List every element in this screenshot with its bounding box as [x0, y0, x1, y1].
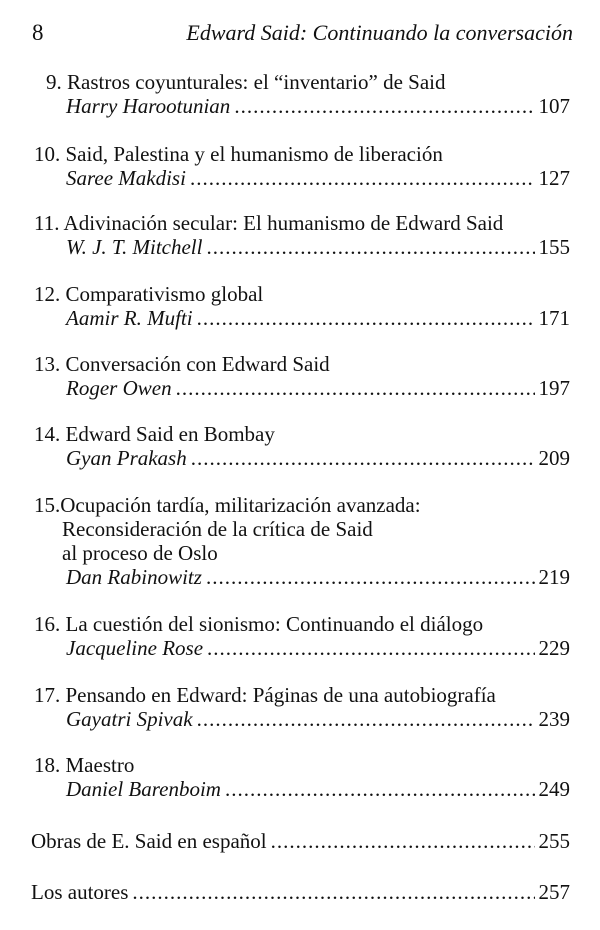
toc-entry	[0, 753, 600, 801]
toc-entry-author: Aamir R. Mufti	[66, 306, 193, 330]
page-number: 8	[32, 20, 44, 45]
toc-entry-title: 18. Maestro	[34, 753, 135, 777]
dot-leader	[206, 565, 535, 589]
running-title: Edward Said: Continuando la conversación	[186, 20, 573, 45]
toc-entry-title: 9. Rastros coyunturales: el “inventario” de Said	[46, 70, 446, 94]
dot-leader	[207, 636, 534, 660]
toc-entry-author-line	[0, 94, 570, 118]
toc-entry	[0, 142, 600, 190]
dot-leader	[271, 829, 535, 853]
toc-end-entry-label: Los autores	[31, 880, 129, 904]
toc-end-entry-label: Obras de E. Said en español	[31, 829, 267, 853]
toc-end-entry-line	[0, 829, 570, 853]
toc-entry-title-continued: Reconsideración de la crítica de Said	[62, 517, 373, 541]
toc-entry-page: 219	[538, 565, 570, 589]
dot-leader	[132, 880, 534, 904]
toc-entry-page: 249	[538, 777, 570, 801]
toc-entry-author: Jacqueline Rose	[66, 636, 204, 660]
toc-entry-page: 229	[538, 636, 570, 660]
toc-entry-author: Harry Harootunian	[66, 94, 231, 118]
toc-end-entry-page: 255	[538, 829, 570, 853]
toc-entry-author-line	[0, 777, 570, 801]
toc-entry-title: 12. Comparativismo global	[34, 282, 264, 306]
toc-entry-author-line	[0, 636, 570, 660]
toc-entry-author: Saree Makdisi	[66, 166, 186, 190]
toc-entry-author-line	[0, 235, 570, 259]
toc-entry-author-line	[0, 565, 570, 589]
toc-entry-page: 155	[538, 235, 570, 259]
toc-end-entry	[0, 880, 600, 904]
dot-leader	[190, 166, 535, 190]
toc-entry-title: 15.Ocupación tardía, militarización avanzada:	[34, 493, 421, 517]
toc-entry-title: 16. La cuestión del sionismo: Continuando el diálogo	[34, 612, 484, 636]
toc-end-entry-line	[0, 880, 570, 904]
toc-entry	[0, 683, 600, 731]
dot-leader	[191, 446, 535, 470]
dot-leader	[225, 777, 535, 801]
toc-entry	[0, 282, 600, 330]
toc-entry-title: 17. Pensando en Edward: Páginas de una autobiografía	[34, 683, 496, 707]
toc-entry-author: Gayatri Spivak	[66, 707, 193, 731]
toc-entry-page: 239	[538, 707, 570, 731]
toc-end-entry-page: 257	[538, 880, 570, 904]
toc-entry-author: Daniel Barenboim	[66, 777, 221, 801]
dot-leader	[197, 306, 535, 330]
toc-entry-author-line	[0, 446, 570, 470]
toc-entry	[0, 612, 600, 660]
toc-entry	[0, 352, 600, 400]
toc-entry-author-line	[0, 376, 570, 400]
toc-entry	[0, 493, 600, 589]
toc-entry-title: 10. Said, Palestina y el humanismo de liberación	[34, 142, 443, 166]
toc-end-entry	[0, 829, 600, 853]
toc-entry-author-line	[0, 306, 570, 330]
toc-entry-page: 127	[538, 166, 570, 190]
toc-entry	[0, 422, 600, 470]
toc-entry-page: 209	[538, 446, 570, 470]
toc-entry-author-line	[0, 707, 570, 731]
toc-entry-page: 197	[538, 376, 570, 400]
toc-entry-author-line	[0, 166, 570, 190]
toc-entry-author: Dan Rabinowitz	[66, 565, 202, 589]
toc-entry-author: W. J. T. Mitchell	[66, 235, 203, 259]
toc-entry-author: Gyan Prakash	[66, 446, 187, 470]
toc-entry-page: 107	[538, 94, 570, 118]
toc-entry-title-continued: al proceso de Oslo	[62, 541, 218, 565]
dot-leader	[176, 376, 535, 400]
dot-leader	[197, 707, 535, 731]
toc-entry-author: Roger Owen	[66, 376, 172, 400]
toc-entry	[0, 211, 600, 259]
dot-leader	[234, 94, 534, 118]
toc-entry	[0, 70, 600, 118]
toc-entry-title: 13. Conversación con Edward Said	[34, 352, 330, 376]
page-header	[0, 20, 600, 50]
toc-entry-title: 14. Edward Said en Bombay	[34, 422, 275, 446]
toc-entry-page: 171	[538, 306, 570, 330]
toc-entry-title: 11. Adivinación secular: El humanismo de Edward Said	[34, 211, 504, 235]
dot-leader	[206, 235, 534, 259]
